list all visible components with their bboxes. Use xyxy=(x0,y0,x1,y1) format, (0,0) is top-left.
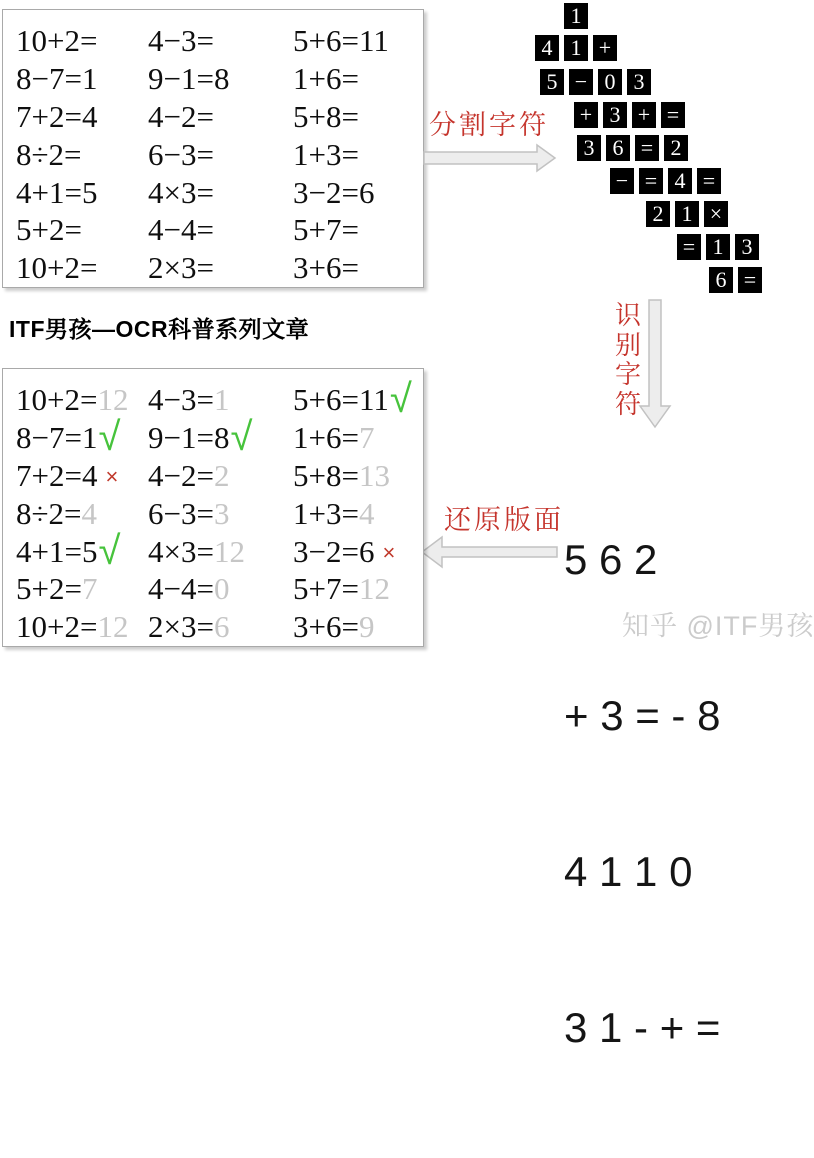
equation: 3+6= xyxy=(293,250,359,286)
char-tile: = xyxy=(677,234,701,260)
recognize-step-label: 识别字符 xyxy=(615,301,642,420)
recognized-line: 4 1 1 0 xyxy=(564,848,693,895)
equation: 5+6=11 xyxy=(293,23,389,59)
equation-text: 9−1=8 xyxy=(148,420,230,456)
equation-result xyxy=(293,495,423,531)
ocr-answer: 12 xyxy=(213,533,245,569)
char-tile: 3 xyxy=(735,234,759,260)
char-tile: 4 xyxy=(535,35,559,61)
equation-result xyxy=(16,609,148,645)
ocr-answer: 0 xyxy=(213,571,230,607)
char-tile: 3 xyxy=(627,69,651,95)
char-tile: 6 xyxy=(606,135,630,161)
equation-result xyxy=(148,495,293,531)
restore-step-label: 还原版面 xyxy=(444,505,564,536)
equation-text: 2×3= xyxy=(148,609,214,645)
equation-text: 7+2=4 xyxy=(16,457,98,493)
equation: 4−3= xyxy=(148,23,214,59)
char-tile: 1 xyxy=(564,35,588,61)
ocr-answer: 1 xyxy=(213,382,230,418)
ocr-answer: 2 xyxy=(213,457,230,493)
char-tile: − xyxy=(610,168,634,194)
char-tile: = xyxy=(738,267,762,293)
equation-text: 10+2= xyxy=(16,609,98,645)
equation: 10+2= xyxy=(16,250,98,286)
equation-result xyxy=(148,457,293,493)
equation-result: 5+6=11√ xyxy=(293,377,412,422)
result-box xyxy=(2,368,424,647)
equation-text: 5+6=11 xyxy=(293,382,389,418)
equation: 7+2=4 xyxy=(16,98,98,134)
ocr-answer: 13 xyxy=(358,457,390,493)
ocr-answer: 9 xyxy=(358,609,375,645)
equation-result: 7+2=4 × xyxy=(16,457,119,493)
equation: 4−2= xyxy=(148,98,214,134)
ocr-answer: 4 xyxy=(358,495,375,531)
tile-row xyxy=(677,234,759,260)
equation: 3−2=6 xyxy=(293,174,375,210)
tile-row xyxy=(610,168,721,194)
equation-result: 4+1=5√ xyxy=(16,528,121,573)
equation-result xyxy=(293,571,423,607)
equation-text: 5+2= xyxy=(16,571,82,607)
char-tile: = xyxy=(661,102,685,128)
char-tile: + xyxy=(632,102,656,128)
equation-text: 1+3= xyxy=(293,495,359,531)
tile-row xyxy=(646,201,728,227)
equation: 2×3= xyxy=(148,250,214,286)
ocr-answer: 12 xyxy=(358,571,390,607)
ocr-answer: 12 xyxy=(97,609,129,645)
recognized-line: 5 6 2 xyxy=(564,536,658,583)
char-tile: 4 xyxy=(668,168,692,194)
equation: 5+7= xyxy=(293,212,359,248)
right-arrow-icon xyxy=(424,144,557,172)
ocr-answer: 7 xyxy=(358,420,375,456)
series-title: ITF男孩—OCR科普系列文章 xyxy=(9,316,310,342)
equation-result xyxy=(293,457,423,493)
left-arrow-icon xyxy=(421,536,558,568)
equation-text: 6−3= xyxy=(148,495,214,531)
equation-result xyxy=(148,571,293,607)
tile-row xyxy=(574,102,685,128)
equation-text: 5+7= xyxy=(293,571,359,607)
equation: 1+3= xyxy=(293,136,359,172)
char-tile: = xyxy=(639,168,663,194)
down-arrow-icon xyxy=(639,300,671,429)
char-tile: = xyxy=(697,168,721,194)
char-tile: 1 xyxy=(564,3,588,29)
tile-row xyxy=(535,35,617,61)
equation: 10+2= xyxy=(16,23,98,59)
char-tile: = xyxy=(635,135,659,161)
equation-result xyxy=(16,495,148,531)
equation-text: 5+8= xyxy=(293,457,359,493)
ocr-answer: 3 xyxy=(213,495,230,531)
tile-row xyxy=(564,3,588,29)
char-tile: × xyxy=(704,201,728,227)
equation: 4+1=5 xyxy=(16,174,98,210)
worksheet-box xyxy=(2,9,424,288)
char-tile: 0 xyxy=(598,69,622,95)
char-tile: 3 xyxy=(577,135,601,161)
equation-text: 3+6= xyxy=(293,609,359,645)
equation-text: 10+2= xyxy=(16,382,98,418)
char-tile: 3 xyxy=(603,102,627,128)
equation: 9−1=8 xyxy=(148,61,230,97)
char-tile: 1 xyxy=(706,234,730,260)
equation: 4×3= xyxy=(148,174,214,210)
equation-text: 4×3= xyxy=(148,533,214,569)
equation: 8−7=1 xyxy=(16,61,98,97)
equation-text: 1+6= xyxy=(293,420,359,456)
char-tile: 2 xyxy=(664,135,688,161)
ocr-answer: 12 xyxy=(97,382,129,418)
equation-text: 3−2=6 xyxy=(293,533,375,569)
equation-result xyxy=(148,609,293,645)
equation: 1+6= xyxy=(293,61,359,97)
equation: 6−3= xyxy=(148,136,214,172)
segment-step-label: 分割字符 xyxy=(429,110,549,141)
equation-text: 8÷2= xyxy=(16,495,82,531)
char-tile: 6 xyxy=(709,267,733,293)
char-tile: + xyxy=(593,35,617,61)
equation-result xyxy=(293,420,423,456)
equation-text: 4−2= xyxy=(148,457,214,493)
ocr-answer: 4 xyxy=(81,495,97,531)
equation-text: 4−3= xyxy=(148,382,214,418)
equation: 5+8= xyxy=(293,98,359,134)
recognized-text xyxy=(564,430,720,1158)
equation-text: 4+1=5 xyxy=(16,533,98,569)
equation-result xyxy=(148,382,293,418)
char-tile: 5 xyxy=(540,69,564,95)
equation-result: 8−7=1√ xyxy=(16,415,121,460)
recognized-line: 3 1 - + = xyxy=(564,1004,721,1051)
equation: 5+2= xyxy=(16,212,82,248)
tile-row xyxy=(709,267,762,293)
equation-result xyxy=(293,609,423,645)
equation-result xyxy=(16,382,148,418)
watermark: 知乎 @ITF男孩 xyxy=(622,611,814,641)
char-tile: − xyxy=(569,69,593,95)
equation: 4−4= xyxy=(148,212,214,248)
ocr-answer: 7 xyxy=(81,571,98,607)
tile-row xyxy=(540,69,651,95)
equation-text: 4−4= xyxy=(148,571,214,607)
ocr-answer: 6 xyxy=(213,609,230,645)
char-tile: 1 xyxy=(675,201,699,227)
equation-result xyxy=(16,571,148,607)
equation-result: 9−1=8√ xyxy=(148,415,253,460)
equation-result: 3−2=6 × xyxy=(293,533,396,569)
tile-row xyxy=(577,135,688,161)
equation: 8÷2= xyxy=(16,136,82,172)
char-tile: + xyxy=(574,102,598,128)
recognized-line: + 3 = - 8 xyxy=(564,692,721,739)
equation-text: 8−7=1 xyxy=(16,420,98,456)
char-tile: 2 xyxy=(646,201,670,227)
equation-result xyxy=(148,533,293,569)
